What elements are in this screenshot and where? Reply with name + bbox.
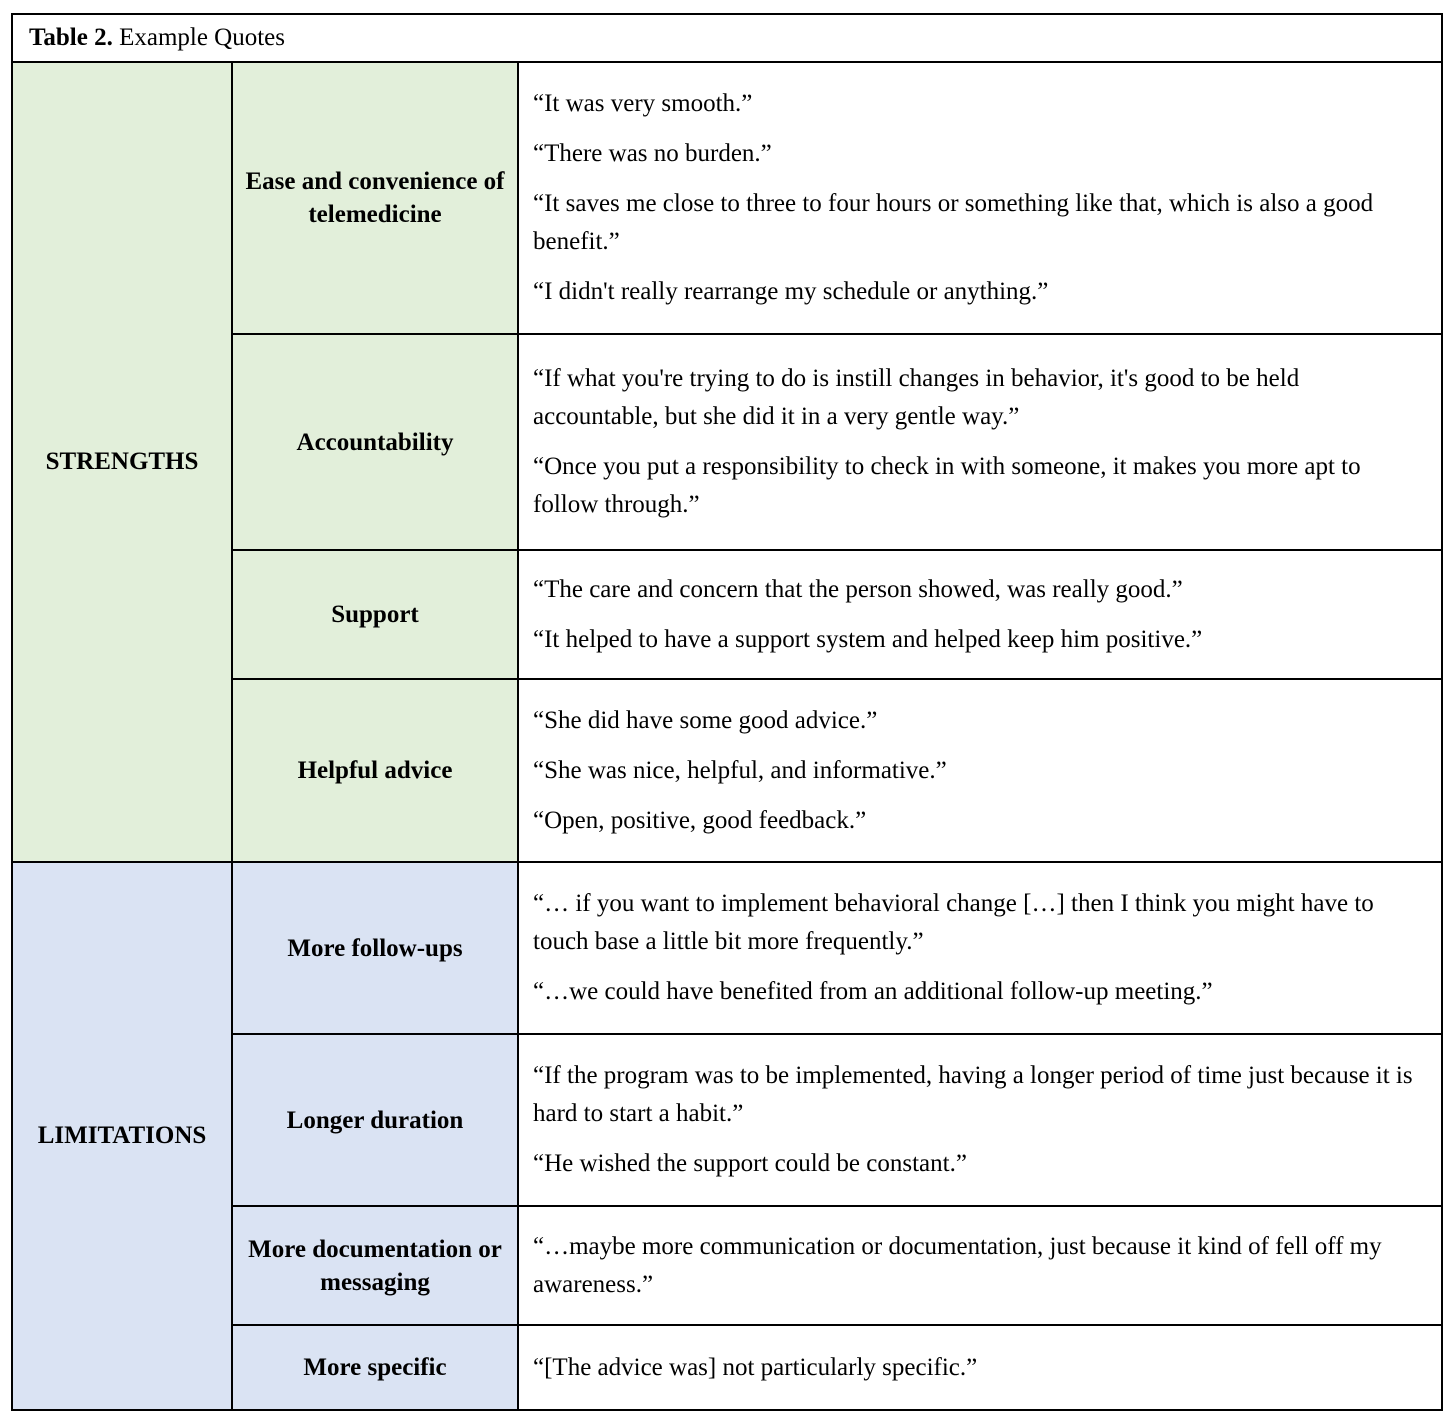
quote: “…maybe more communication or documentation, just because it kind of fell off my awareness.” <box>533 1232 1382 1298</box>
quote: “He wished the support could be constant.” <box>533 1150 967 1177</box>
theme-cell: Ease and convenience of telemedicine <box>232 62 518 334</box>
quote: “It saves me close to three to four hours or something like that, which is also a good benefit.” <box>533 190 1374 255</box>
quote: “Open, positive, good feedback.” <box>533 806 867 834</box>
quote: “She was nice, helpful, and informative.” <box>533 756 947 784</box>
quote: “Once you put a responsibility to check in with someone, it makes you more apt to follow through.” <box>533 453 1361 518</box>
table-row <box>12 62 1442 334</box>
quote: “If the program was to be implemented, having a longer period of time just because it is hard to start a habit.” <box>533 1062 1413 1127</box>
quotes-cell <box>518 1034 1442 1206</box>
quotes-cell <box>518 1206 1442 1325</box>
table-number: Table 2. <box>29 24 113 51</box>
quotes-cell <box>518 550 1442 679</box>
quote: “There was no burden.” <box>533 140 772 167</box>
theme-cell: More documentation or messaging <box>232 1206 518 1325</box>
quote: “She did have some good advice.” <box>533 706 878 734</box>
theme-cell: More specific <box>232 1325 518 1410</box>
table-caption: Example Quotes <box>112 24 286 51</box>
table-row <box>12 862 1442 1034</box>
quote: “I didn't really rearrange my schedule or anything.” <box>533 278 1049 305</box>
quotes-cell <box>518 62 1442 334</box>
quote: “It helped to have a support system and helped keep him positive.” <box>533 625 1203 653</box>
theme-cell: Accountability <box>232 334 518 550</box>
theme-cell: Helpful advice <box>232 679 518 862</box>
quotes-cell <box>518 679 1442 862</box>
quotes-cell <box>518 334 1442 550</box>
category-cell: LIMITATIONS <box>12 862 232 1410</box>
quotes-cell <box>518 862 1442 1034</box>
quote: “[The advice was] not particularly specific.” <box>533 1353 978 1381</box>
title-row <box>12 14 1442 62</box>
category-cell: STRENGTHS <box>12 62 232 862</box>
table-title <box>12 14 1442 62</box>
example-quotes-table <box>11 13 1443 1411</box>
quotes-cell <box>518 1325 1442 1410</box>
quote: “It was very smooth.” <box>533 90 753 117</box>
quote: “The care and concern that the person showed, was really good.” <box>533 575 1183 603</box>
quote: “If what you're trying to do is instill changes in behavior, it's good to be held accountable, but she did it in a very gentle way.” <box>533 365 1300 430</box>
theme-cell: Support <box>232 550 518 679</box>
quote: “…we could have benefited from an additional follow-up meeting.” <box>533 978 1213 1005</box>
quote: “… if you want to implement behavioral change […] then I think you might have to touch base a little bit more frequently.” <box>533 890 1374 955</box>
theme-cell: Longer duration <box>232 1034 518 1206</box>
theme-cell: More follow-ups <box>232 862 518 1034</box>
